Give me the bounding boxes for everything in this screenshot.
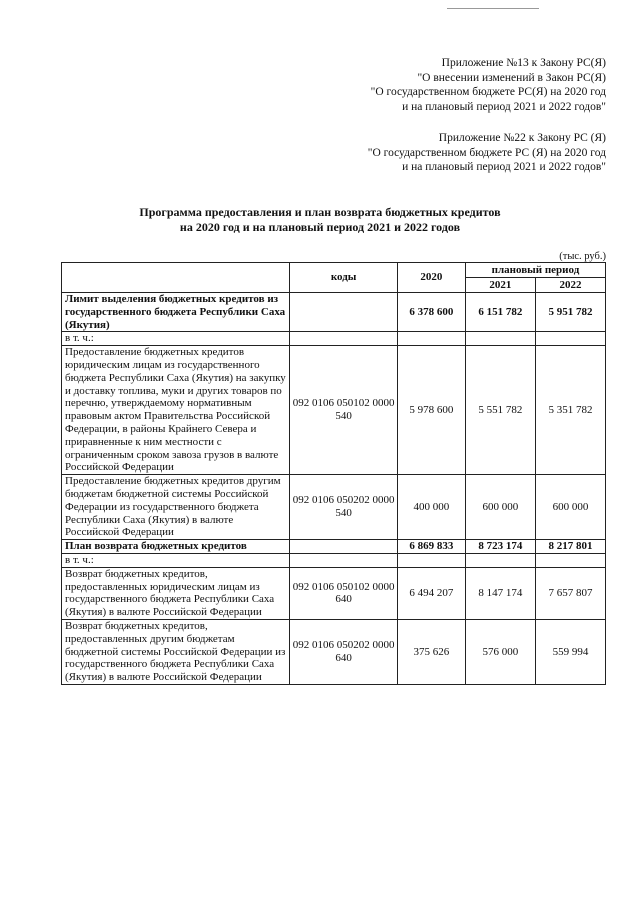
row-code-cell [290, 332, 398, 346]
row-name-cell: Возврат бюджетных кредитов, предоставленных другим бюджетам бюджетной системы Российской Федерации из государственного бюджета Республики Саха (Якутия) в валюте Российской Федерации [62, 619, 290, 684]
row-name-cell: в т. ч.: [62, 553, 290, 567]
row-2020-cell [397, 553, 465, 567]
row-code-cell [290, 540, 398, 554]
row-2021-cell: 6 151 782 [465, 293, 535, 332]
header-line: и на плановый период 2021 и 2022 годов" [402, 100, 606, 113]
header-2021: 2021 [465, 278, 535, 293]
table-row [62, 567, 606, 619]
row-2021-cell: 8 723 174 [465, 540, 535, 554]
row-code-cell: 092 0106 050202 0000 640 [290, 619, 398, 684]
row-2022-cell: 5 351 782 [535, 346, 605, 475]
row-2022-cell: 559 994 [535, 619, 605, 684]
header-line: "О государственном бюджете РС(Я) на 2020 год [370, 86, 606, 99]
row-2020-cell: 375 626 [397, 619, 465, 684]
table-row [62, 346, 606, 475]
row-2021-cell: 8 147 174 [465, 567, 535, 619]
row-name-cell: Предоставление бюджетных кредитов другим бюджетам бюджетной системы Российской Федерации из государственного бюджета Республики Саха (Якутия) в валюте Российской Федерации [62, 475, 290, 540]
header-line: Приложение №13 к Закону РС(Я) [441, 57, 606, 69]
header-line: "О внесении изменений в Закон РС(Я) [417, 71, 606, 84]
row-name-cell: План возврата бюджетных кредитов [62, 540, 290, 554]
row-code-cell [290, 553, 398, 567]
row-2021-cell: 600 000 [465, 475, 535, 540]
row-code-cell: 092 0106 050102 0000 540 [290, 346, 398, 475]
header-codes: коды [290, 263, 398, 293]
row-2022-cell: 600 000 [535, 475, 605, 540]
table-row [62, 332, 606, 346]
appendix-header-22 [368, 131, 606, 175]
header-line: Приложение №22 к Закону РС (Я) [438, 132, 606, 144]
row-2021-cell [465, 553, 535, 567]
header-empty-cell [62, 263, 290, 293]
table-row [62, 475, 606, 540]
header-2020: 2020 [397, 263, 465, 293]
appendix-header-13 [371, 56, 606, 114]
row-2022-cell: 7 657 807 [535, 567, 605, 619]
row-2022-cell: 5 951 782 [535, 293, 605, 332]
row-2022-cell [535, 332, 605, 346]
table-row [62, 553, 606, 567]
row-2020-cell: 6 378 600 [397, 293, 465, 332]
table-row [62, 293, 606, 332]
row-name-cell: Предоставление бюджетных кредитов юридическим лицам из государственного бюджета Республики Саха (Якутия) на закупку и доставку топлива, муки и других товаров по перечню, утверждаемому нормативным правовым актом Правительства Российской Федерации, в районы Крайнего Севера и приравненные к ним местности с ограниченным сроком завоза грузов в валюте Российской Федерации [62, 346, 290, 475]
units-note: (тыс. руб.) [559, 251, 606, 262]
table-body [62, 293, 606, 685]
table-row [62, 619, 606, 684]
row-2020-cell: 6 494 207 [397, 567, 465, 619]
row-code-cell [290, 293, 398, 332]
row-2022-cell [535, 553, 605, 567]
row-2020-cell: 5 978 600 [397, 346, 465, 475]
credits-table [61, 262, 606, 685]
row-2022-cell: 8 217 801 [535, 540, 605, 554]
row-name-cell: в т. ч.: [62, 332, 290, 346]
row-2020-cell: 6 869 833 [397, 540, 465, 554]
title-line: на 2020 год и на плановый период 2021 и 2022 годов [179, 219, 461, 234]
header-line: и на плановый период 2021 и 2022 годов" [402, 161, 606, 174]
row-name-cell: Лимит выделения бюджетных кредитов из государственного бюджета Республики Саха (Якутия) [62, 293, 290, 332]
document-title [0, 205, 640, 234]
row-2020-cell [397, 332, 465, 346]
table-row [62, 540, 606, 554]
header-line: "О государственном бюджете РС (Я) на 2020 год [367, 146, 606, 159]
row-2021-cell: 576 000 [465, 619, 535, 684]
top-rule [447, 8, 539, 9]
header-planned-period: плановый период [465, 263, 605, 278]
row-2020-cell: 400 000 [397, 475, 465, 540]
row-code-cell: 092 0106 050102 0000 640 [290, 567, 398, 619]
row-2021-cell [465, 332, 535, 346]
row-name-cell: Возврат бюджетных кредитов, предоставленных юридическим лицам из государственного бюджета Республики Саха (Якутия) в валюте Российской Федерации [62, 567, 290, 619]
header-2022: 2022 [535, 278, 605, 293]
title-line: Программа предоставления и план возврата бюджетных кредитов [139, 205, 501, 219]
row-2021-cell: 5 551 782 [465, 346, 535, 475]
row-code-cell: 092 0106 050202 0000 540 [290, 475, 398, 540]
